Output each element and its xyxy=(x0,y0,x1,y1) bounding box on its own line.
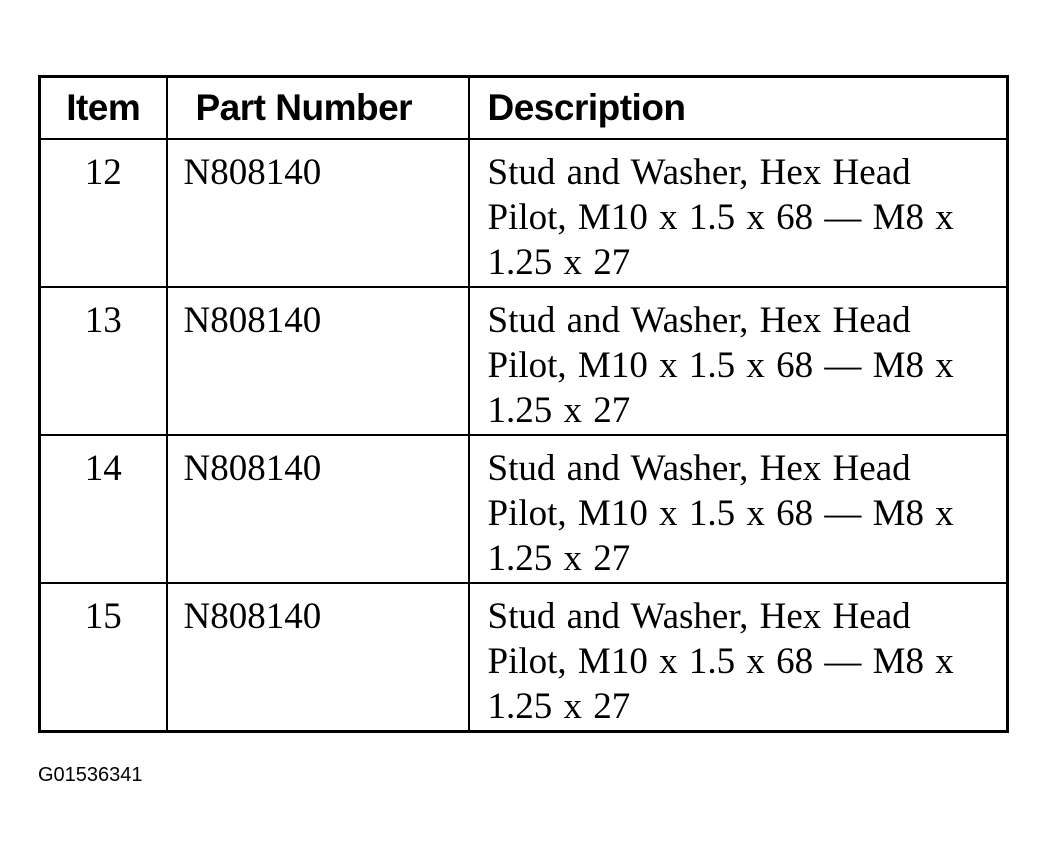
table-row xyxy=(40,287,1008,435)
header-description: Description xyxy=(469,77,1008,140)
item-number: 14 xyxy=(40,435,167,583)
item-number: 13 xyxy=(40,287,167,435)
table-row xyxy=(40,583,1008,731)
part-description: Stud and Washer, Hex Head Pilot, M10 x 1.5 x 68 — M8 x 1.25 x 27 xyxy=(469,287,1008,435)
parts-table xyxy=(38,75,1009,733)
part-description: Stud and Washer, Hex Head Pilot, M10 x 1.5 x 68 — M8 x 1.25 x 27 xyxy=(469,139,1008,287)
table-row xyxy=(40,139,1008,287)
figure-id: G01536341 xyxy=(38,764,143,786)
table-row xyxy=(40,435,1008,583)
table-header-row xyxy=(40,77,1008,140)
part-number: N808140 xyxy=(167,287,469,435)
part-number: N808140 xyxy=(167,139,469,287)
item-number: 12 xyxy=(40,139,167,287)
part-description: Stud and Washer, Hex Head Pilot, M10 x 1.5 x 68 — M8 x 1.25 x 27 xyxy=(469,435,1008,583)
part-number: N808140 xyxy=(167,583,469,731)
part-description: Stud and Washer, Hex Head Pilot, M10 x 1.5 x 68 — M8 x 1.25 x 27 xyxy=(469,583,1008,731)
header-item: Item xyxy=(40,77,167,140)
part-number: N808140 xyxy=(167,435,469,583)
header-part-number: Part Number xyxy=(167,77,469,140)
item-number: 15 xyxy=(40,583,167,731)
